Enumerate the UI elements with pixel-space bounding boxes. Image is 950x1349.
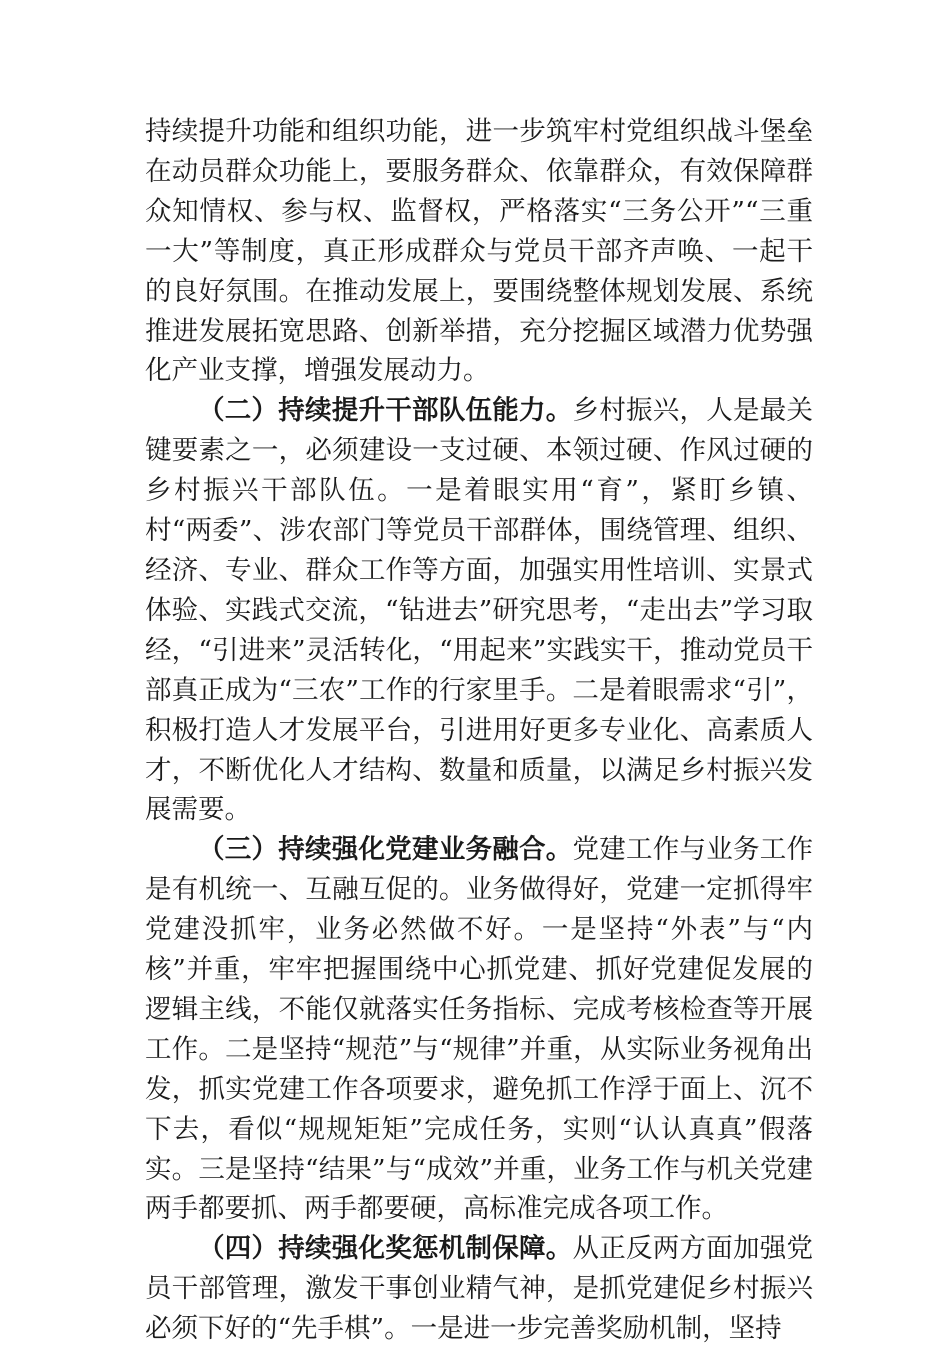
paragraph-text: 乡村振兴，人是最关键要素之一，必须建设一支过硬、本领过硬、作风过硬的乡村振兴干部队伍。一是着眼实用“育”，紧盯乡镇、村“两委”、涉农部门等党员干部群体，围绕管理、组织、经济、专业、群众工作等方面，加强实用性培训、实景式体验、实践式交流，“钻进去”研究思考，“走出去”学习取经，“引进来”灵活转化，“用起来”实践实干，推动党员干部真正成为“三农”工作的行家里手。二是着眼需求“引”，积极打造人才发展平台，引进用好更多专业化、高素质人才，不断优化人才结构、数量和质量，以满足乡村振兴发展需要。: [145, 395, 813, 826]
section-heading: （二）持续提升干部队伍能力。: [198, 395, 573, 427]
paragraph-section-two: [145, 391, 813, 830]
paragraph-text: 党建工作与业务工作是有机统一、互融互促的。业务做得好，党建一定抓得牢党建没抓牢，业务必然做不好。一是坚持“外表”与“内核”并重，牢牢把握围绕中心抓党建、抓好党建促发展的逻辑主线，不能仅就落实任务指标、完成考核检查等开展工作。二是坚持“规范”与“规律”并重，从实际业务视角出发，抓实党建工作各项要求，避免抓工作浮于面上、沉不下去，看似“规规矩矩”完成任务，实则“认认真真”假落实。三是坚持“结果”与“成效”并重，业务工作与机关党建两手都要抓、两手都要硬，高标准完成各项工作。: [145, 834, 813, 1225]
paragraph-text: 持续提升功能和组织功能，进一步筑牢村党组织战斗堡垒在动员群众功能上，要服务群众、依靠群众，有效保障群众知情权、参与权、监督权，严格落实“三务公开”“三重一大”等制度，真正形成群众与党员干部齐声唤、一起干的良好氛围。在推动发展上，要围绕整体规划发展、系统推进发展拓宽思路、创新举措，充分挖掘区域潜力优势强化产业支撑，增强发展动力。: [145, 116, 813, 387]
section-heading: （三）持续强化党建业务融合。: [198, 834, 573, 866]
document-body: [145, 112, 813, 1349]
paragraph-continuation: [145, 112, 813, 391]
paragraph-text: 从正反两方面加强党员干部管理，激发干事创业精气神，是抓党建促乡村振兴必须下好的“先手棋”。一是进一步完善奖励机制，坚持: [145, 1233, 813, 1345]
section-heading: （四）持续强化奖惩机制保障。: [198, 1233, 573, 1265]
paragraph-section-three: [145, 830, 813, 1229]
paragraph-section-four: [145, 1229, 813, 1349]
